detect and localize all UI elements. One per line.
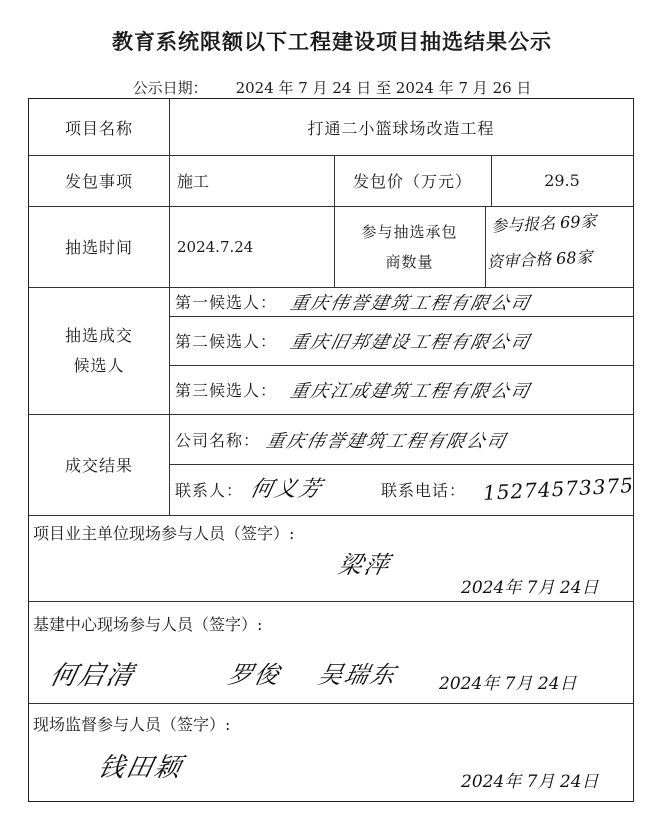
bidders-qualified-handwritten: 资审合格 68家	[486, 247, 593, 272]
candidate-1-label: 第一候选人：	[175, 293, 278, 312]
candidate-1-handwritten: 重庆伟誉建筑工程有限公司	[288, 293, 533, 314]
result-label: 成交结果	[64, 456, 133, 475]
bidders-count-label	[334, 206, 485, 287]
contact-person-label: 联系人：	[175, 481, 244, 500]
document-title: 教育系统限额以下工程建设项目抽选结果公示	[112, 30, 552, 54]
contact-person-handwritten: 何义芳	[247, 477, 326, 502]
row-divider	[29, 515, 633, 516]
center-signature-2: 罗俊	[225, 661, 284, 689]
candidates-label	[29, 287, 169, 414]
owner-signoff-date: 2024年 7月 24日	[461, 578, 599, 598]
supervision-signoff-date: 2024年 7月 24日	[461, 772, 599, 792]
bidders-count-label-line2: 商数量	[385, 252, 434, 271]
candidates-label-line1: 抽选成交	[64, 325, 133, 345]
center-signature-1: 何启清	[47, 661, 138, 691]
publication-date	[0, 77, 664, 98]
project-name-value: 打通二小篮球场改造工程	[307, 118, 495, 138]
column-divider	[485, 206, 486, 287]
owner-signoff-label: 项目业主单位现场参与人员（签字）:	[33, 523, 295, 543]
company-name-label: 公司名称：	[175, 430, 261, 450]
center-signoff-date: 2024年 7月 24日	[439, 674, 577, 694]
supervision-signoff-label: 现场监督参与人员（签字）:	[33, 714, 231, 734]
column-divider	[169, 99, 170, 515]
contract-item-value: 施工	[177, 172, 210, 191]
draw-time-value: 2024.7.24	[177, 237, 254, 256]
center-signature-3: 吴瑞东	[315, 661, 400, 689]
draw-time-label: 抽选时间	[64, 238, 133, 257]
center-signoff-label: 基建中心现场参与人员（签字）:	[33, 614, 263, 634]
result-table	[28, 98, 634, 802]
bidders-count-label-line1: 参与抽选承包	[361, 222, 458, 241]
candidate-2-handwritten: 重庆旧邦建设工程有限公司	[288, 332, 533, 353]
contract-price-value: 29.5	[544, 171, 580, 190]
row-divider	[29, 601, 633, 602]
contact-phone-handwritten: 15274573375	[482, 473, 635, 505]
contract-item-label: 发包事项	[64, 172, 133, 191]
publication-date-range: 2024 年 7 月 24 日 至 2024 年 7 月 26 日	[235, 79, 532, 97]
company-name-handwritten: 重庆伟誉建筑工程有限公司	[264, 431, 509, 452]
contract-price-label: 发包价（万元）	[352, 172, 472, 191]
candidate-2-label: 第二候选人：	[175, 332, 278, 351]
candidate-3-label: 第三候选人：	[175, 381, 278, 400]
candidate-3-handwritten: 重庆江成建筑工程有限公司	[288, 381, 533, 402]
bidders-registered-handwritten: 参与报名 69家	[490, 211, 597, 236]
contact-phone-label: 联系电话：	[381, 481, 467, 500]
candidates-label-line2: 候选人	[73, 355, 125, 375]
row-divider	[29, 703, 633, 704]
project-name-label: 项目名称	[64, 118, 133, 138]
owner-signature: 梁萍	[335, 551, 394, 579]
supervision-signature: 钱田颖	[95, 753, 186, 783]
publication-date-label: 公示日期：	[132, 79, 208, 97]
